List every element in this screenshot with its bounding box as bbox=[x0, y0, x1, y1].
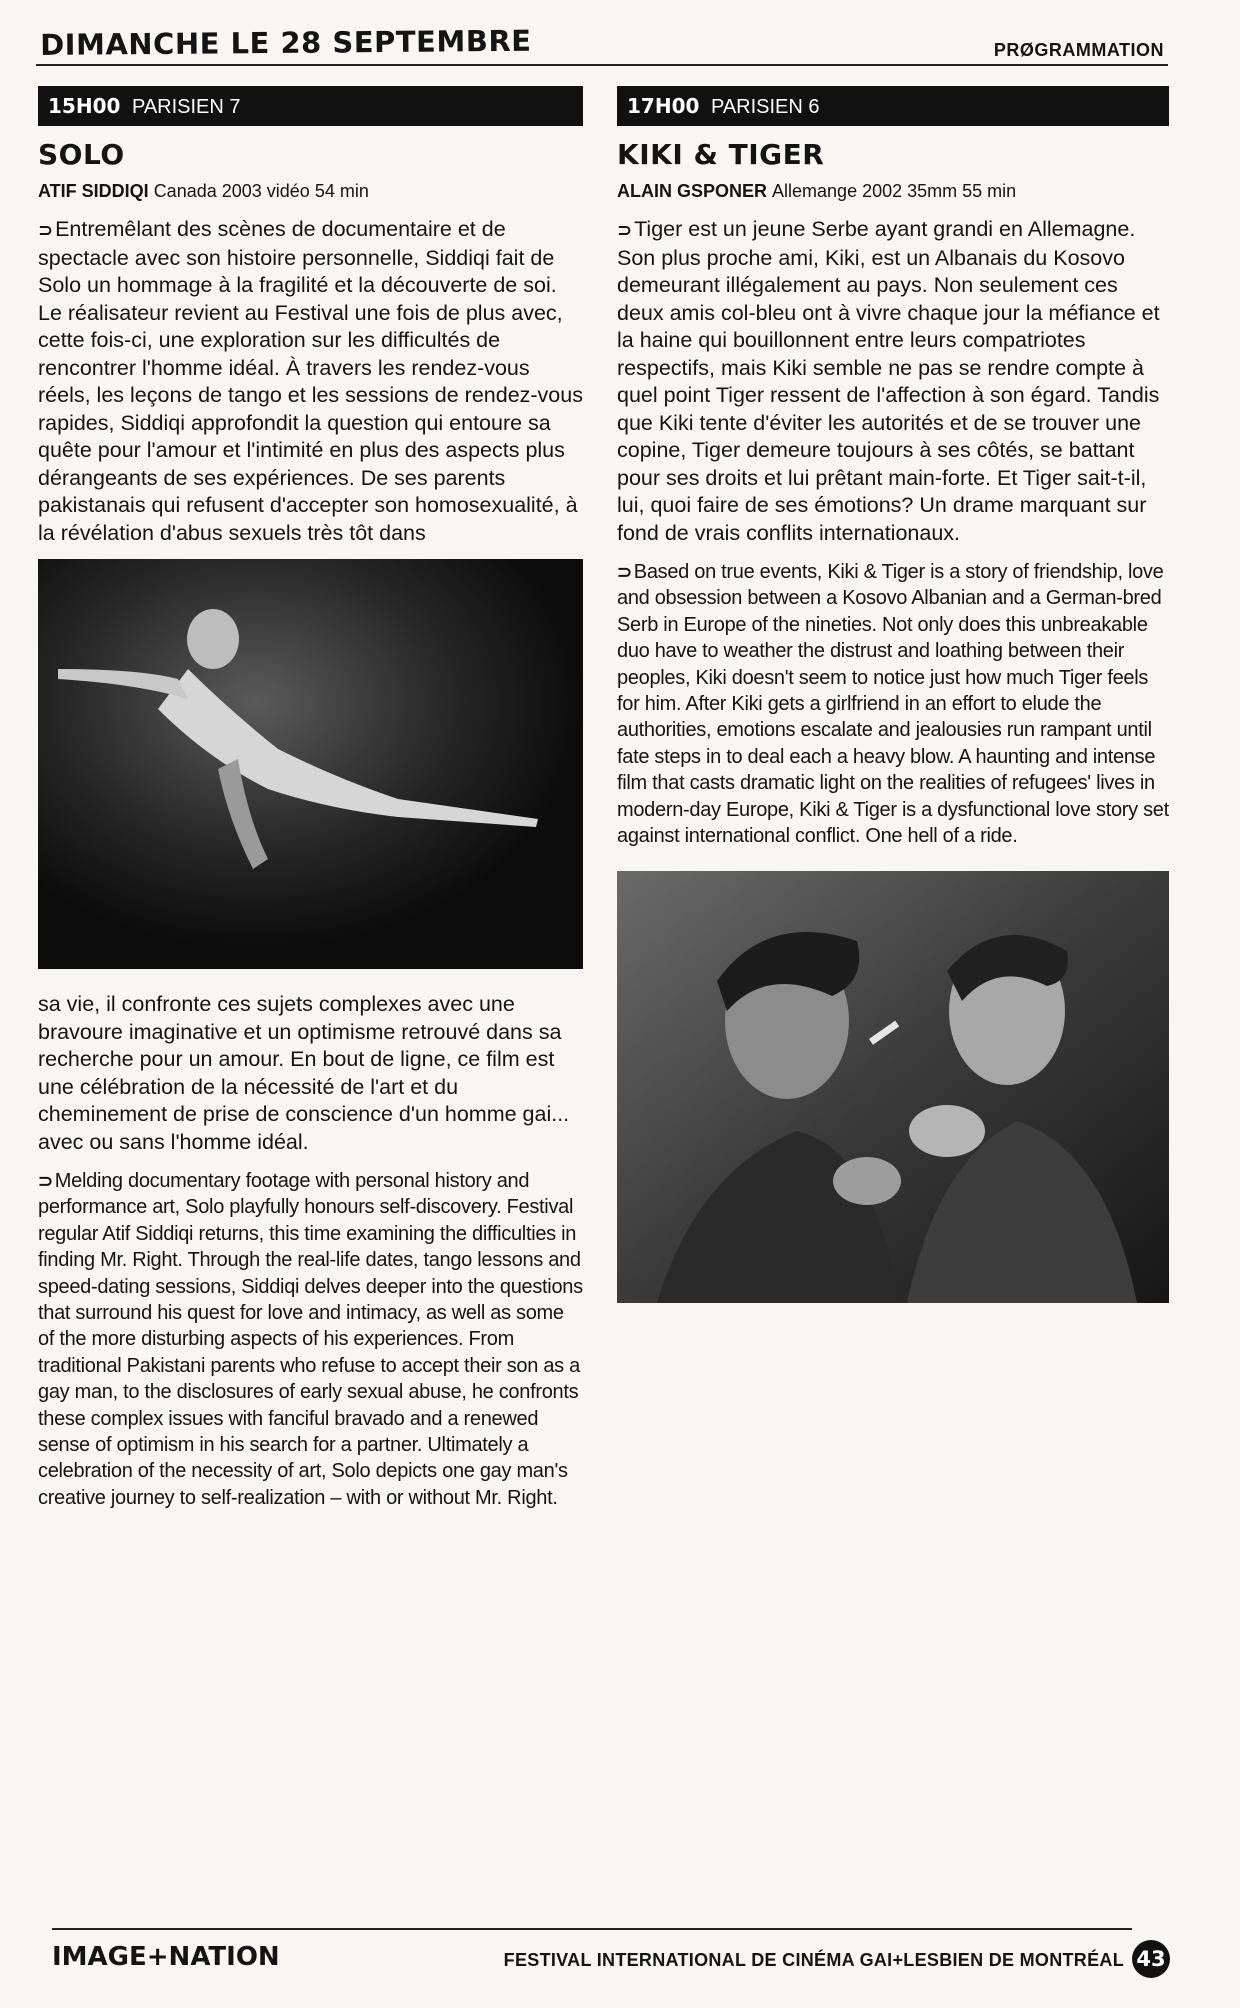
french-language-icon: ⊃ bbox=[38, 220, 54, 240]
synopsis-english-text: Based on true events, Kiki & Tiger is a story of friendship, love and obsession between a Kosovo Albanian and a German-bred Serb in Europe of the nineties. Not only does this unbreakable duo have to weather the distrust and loathing between their peoples, Kiki doesn't seem to notice just how much Tiger feels for him. After Kiki gets a girlfriend in an effort to elude the authorities, emotions escalate and jealousies run rampant until fate steps in to deal each a heavy blow. A haunting and intense film that casts dramatic light on the realities of refugees' lives in modern-day Europe, Kiki & Tiger is a dysfunctional love story set against international conflict. One hell of a ride. bbox=[617, 561, 1169, 848]
synopsis-french bbox=[617, 216, 1169, 547]
film-still-solo bbox=[38, 559, 583, 969]
synopsis-french-part2: sa vie, il confronte ces sujets complexes avec une bravoure imaginative et un optimisme retrouvé dans sa recherche pour un amour. En bout de ligne, ce film est une célébration de la nécessité de l'art et du cheminement de prise de conscience d'un homme gai... avec ou sans l'homme idéal. bbox=[38, 992, 570, 1154]
dancer-photo-icon bbox=[38, 559, 583, 969]
film-details: Canada 2003 vidéo 54 min bbox=[153, 181, 369, 201]
screening-bar bbox=[617, 86, 1169, 126]
film-listing-kiki-tiger bbox=[617, 86, 1169, 1303]
screening-time: 17H00 bbox=[627, 94, 700, 118]
film-credits bbox=[38, 181, 583, 202]
film-director: ATIF SIDDIQI bbox=[38, 181, 149, 201]
film-listing-solo bbox=[38, 86, 583, 1511]
film-title: SOLO bbox=[38, 138, 125, 171]
screening-venue: PARISIEN 7 bbox=[131, 96, 241, 118]
festival-brand: IMAGE+NATION bbox=[52, 1942, 280, 1972]
header-rule bbox=[36, 64, 1168, 66]
screening-venue: PARISIEN 6 bbox=[710, 96, 820, 118]
english-language-icon: ⊃ bbox=[38, 1171, 53, 1191]
synopsis-english-text: Melding documentary footage with personal history and performance art, Solo playfully honours self-discovery. Festival regular Atif Siddiqi returns, this time examining the difficulties in finding Mr. Right. Through the real-life dates, tango lessons and speed-dating sessions, Siddiqi delves deeper into the questions that surround his quest for love and intimacy, as well as some of the more disturbing aspects of his experiences. From traditional Pakistani parents who refuse to accept their son as a gay man, to the disclosures of early sexual abuse, he confronts these complex issues with fanciful bravado and a renewed sense of optimism in his search for a partner. Ultimately a celebration of the necessity of art, Solo depicts one gay man's creative journey to self-realization – with or without Mr. Right. bbox=[38, 1170, 583, 1509]
screening-bar bbox=[38, 86, 583, 126]
synopsis-french-part1-text: Entremêlant des scènes de documentaire et de spectacle avec son histoire personnelle, Siddiqi fait de Solo un hommage à la fragilité et la découverte de soi. Le réalisateur revient au Festival une fois de plus avec, cette fois-ci, une exploration sur les difficultés de rencontrer l'homme idéal. À travers les rendez-vous réels, les leçons de tango et les sessions de rendez-vous rapides, Siddiqi approfondit la question qui entoure sa quête pour l'amour et l'intimité en plus des aspects plus dérangeants de ses expériences. De ses parents pakistanais qui refusent d'accepter son homosexualité, à la révélation d'abus sexuels très tôt dans bbox=[38, 217, 583, 545]
film-title: KIKI & TIGER bbox=[617, 138, 825, 171]
film-still-kiki-tiger bbox=[617, 871, 1169, 1303]
footer-rule bbox=[52, 1928, 1132, 1930]
english-language-icon: ⊃ bbox=[617, 562, 632, 582]
synopsis-english bbox=[38, 1168, 583, 1511]
french-language-icon: ⊃ bbox=[617, 220, 633, 240]
film-credits bbox=[617, 181, 1169, 202]
two-men-photo-icon bbox=[617, 871, 1169, 1303]
synopsis-english bbox=[617, 559, 1169, 849]
film-details: Allemange 2002 35mm 55 min bbox=[772, 181, 1017, 201]
film-director: ALAIN GSPONER bbox=[617, 181, 768, 201]
page-date-heading: DIMANCHE LE 28 SEPTEMBRE bbox=[40, 23, 532, 62]
screening-time: 15H00 bbox=[48, 94, 121, 118]
section-label: PRØGRAMMATION bbox=[993, 40, 1164, 60]
synopsis-french-part1 bbox=[38, 216, 583, 547]
synopsis-french-text: Tiger est un jeune Serbe ayant grandi en Allemagne. Son plus proche ami, Kiki, est un Albanais du Kosovo demeurant illégalement au pays. Non seulement ces deux amis col-bleu ont à vivre chaque jour la méfiance et la haine qui bouillonnent entre leurs compatriotes respectifs, mais Kiki semble ne pas se rendre compte à quel point Tiger ressent de l'affection à son égard. Tandis que Kiki tente d'éviter les autorités et de se trouver une copine, Tiger demeure toujours à ses côtés, se battant pour ses droits et lui prêtant main-forte. Et Tiger sait-t-il, lui, quoi faire de ses émotions? Un drame marquant sur fond de vrais conflits internationaux. bbox=[617, 217, 1160, 545]
festival-name: FESTIVAL INTERNATIONAL DE CINÉMA GAI+LESBIEN DE MONTRÉAL bbox=[503, 1950, 1124, 1970]
page-number: 43 bbox=[1132, 1940, 1170, 1978]
